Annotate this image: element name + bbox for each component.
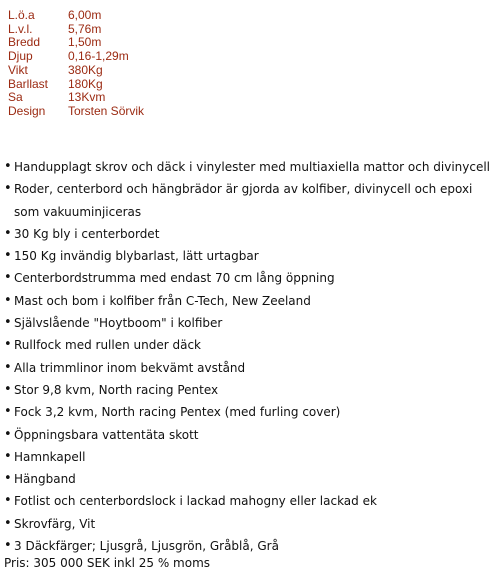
list-item xyxy=(4,446,488,468)
spec-value: Torsten Sörvik xyxy=(68,103,145,118)
list-item-text: 30 Kg bly i centerbordet xyxy=(14,226,160,241)
spec-key: Design xyxy=(8,103,46,118)
bullet-icon: • xyxy=(4,448,12,464)
spec-key: Bredd xyxy=(8,35,41,50)
bullet-icon: • xyxy=(4,381,12,397)
bullet-icon: • xyxy=(4,359,12,375)
spec-value: 5,76m xyxy=(68,21,102,36)
list-item-text: Skrovfärg, Vit xyxy=(14,516,96,531)
list-item-text: Centerbordstrumma med endast 70 cm lång öppning xyxy=(14,271,335,286)
spec-key: Sa xyxy=(8,90,23,105)
list-item xyxy=(4,513,488,535)
list-item-text: Mast och bom i kolfiber från C-Tech, New Zeeland xyxy=(14,293,311,308)
list-item xyxy=(4,267,488,289)
bullet-icon: • xyxy=(4,315,12,331)
list-item xyxy=(4,357,488,379)
list-item-text: Stor 9,8 kvm, North racing Pentex xyxy=(14,382,219,397)
list-item-text: Handupplagt skrov och däck i vinylester med multiaxiella mattor och divinycell xyxy=(14,160,491,174)
spec-row-loa xyxy=(8,9,144,23)
list-item xyxy=(4,334,488,356)
list-item-text: Alla trimmlinor inom bekvämt avstånd xyxy=(14,360,246,375)
list-item xyxy=(4,290,488,312)
list-item xyxy=(4,312,488,334)
spec-row-barllast xyxy=(8,78,144,92)
list-item xyxy=(4,535,488,557)
spec-value: 1,50m xyxy=(68,35,102,50)
list-item xyxy=(4,468,488,490)
spec-row-djup xyxy=(8,50,144,64)
spec-value: 6,00m xyxy=(68,8,102,22)
list-item-text: Hamnkapell xyxy=(14,449,86,464)
list-item-text: Rullfock med rullen under däck xyxy=(14,338,201,353)
bullet-icon: • xyxy=(4,337,12,353)
bullet-icon: • xyxy=(4,538,12,554)
spec-key: L.v.l. xyxy=(8,21,33,36)
bullet-icon: • xyxy=(4,181,12,197)
spec-row-bredd xyxy=(8,36,144,50)
list-item xyxy=(4,379,488,401)
bullet-icon: • xyxy=(4,426,12,442)
spec-key: Barllast xyxy=(8,76,49,91)
bullet-icon: • xyxy=(4,270,12,286)
bullet-icon: • xyxy=(4,493,12,509)
spec-key: Vikt xyxy=(8,62,28,77)
list-item xyxy=(4,178,488,223)
list-item-text: 3 Däckfärger; Ljusgrå, Ljusgrön, Gråblå, Grå xyxy=(14,539,279,554)
bullet-icon: • xyxy=(4,225,12,241)
list-item xyxy=(4,490,488,512)
list-item-text: Självslående "Hoytboom" i kolfiber xyxy=(14,316,223,331)
list-item-text: Hängband xyxy=(14,472,76,487)
spec-key: L.ö.a xyxy=(8,8,35,22)
bullet-icon: • xyxy=(4,248,12,264)
spec-row-design xyxy=(8,105,144,119)
list-item-text: 150 Kg invändig blybarlast, lätt urtagbar xyxy=(14,249,259,264)
list-item-text: Fotlist och centerbordslock i lackad mahogny eller lackad ek xyxy=(14,494,377,509)
list-item-text: Fock 3,2 kvm, North racing Pentex (med furling cover) xyxy=(14,405,341,420)
spec-row-sa xyxy=(8,91,144,105)
spec-value: 380Kg xyxy=(68,62,103,77)
list-item xyxy=(4,245,488,267)
spec-value: 13Kvm xyxy=(68,90,106,105)
feature-list xyxy=(4,156,491,557)
bullet-icon: • xyxy=(4,292,12,308)
price-text: Pris: 305 000 SEK inkl 25 % moms xyxy=(4,556,211,570)
spec-table xyxy=(8,9,144,119)
list-item xyxy=(4,223,488,245)
bullet-icon: • xyxy=(4,471,12,487)
bullet-icon: • xyxy=(4,404,12,420)
bullet-icon: • xyxy=(4,515,12,531)
list-item xyxy=(4,424,488,446)
spec-value: 0,16-1,29m xyxy=(68,49,129,64)
list-item-text: Roder, centerbord och hängbrädor är gjorda av kolfiber, divinycell och epoxi som vakuuminjiceras xyxy=(14,182,473,219)
spec-row-vikt xyxy=(8,64,144,78)
spec-row-lvl xyxy=(8,23,144,37)
list-item-text: Öppningsbara vattentäta skott xyxy=(14,427,199,442)
list-item xyxy=(4,401,488,423)
list-item xyxy=(4,156,491,178)
bullet-icon: • xyxy=(4,159,12,174)
spec-key: Djup xyxy=(8,49,33,64)
spec-value: 180Kg xyxy=(68,76,103,91)
